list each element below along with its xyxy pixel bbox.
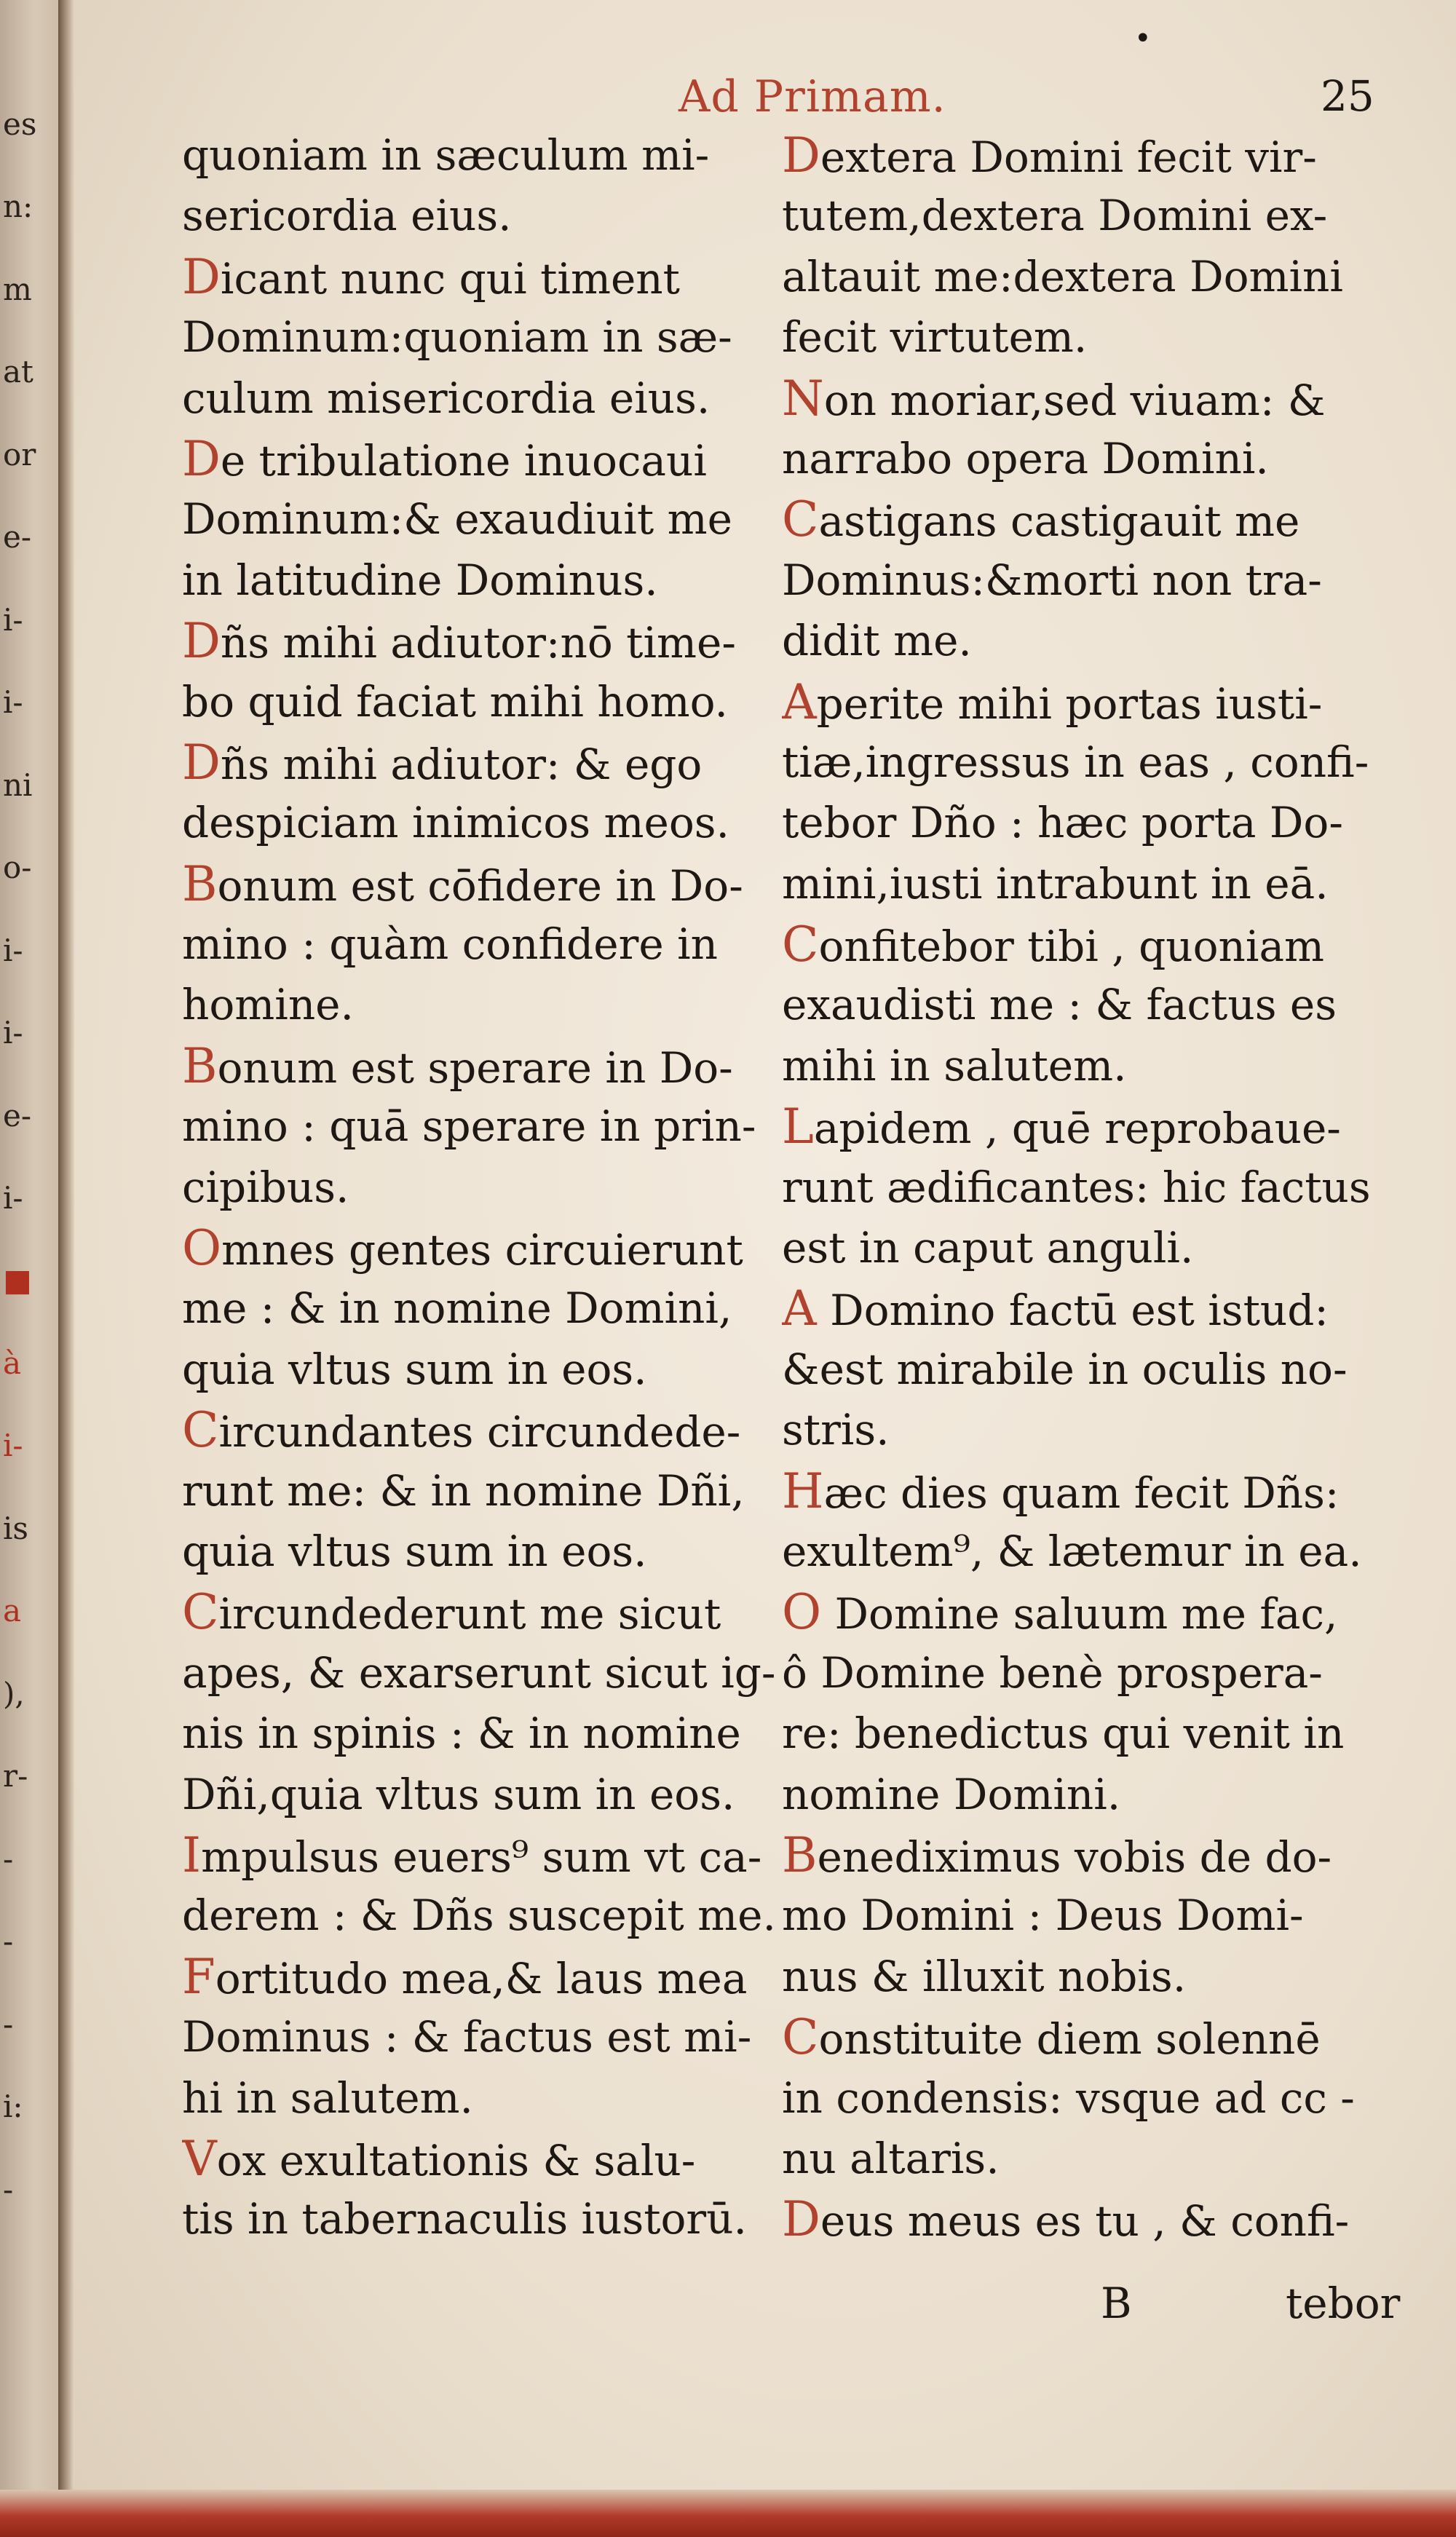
margin-fragment: ■ [3, 1262, 32, 1299]
line-text: extera Domini fecit vir- [820, 132, 1317, 182]
folio-number: 25 [1321, 71, 1374, 121]
red-initial: C [782, 917, 819, 973]
text-line [182, 125, 779, 186]
red-initial: B [182, 855, 218, 912]
red-initial: D [182, 734, 221, 791]
line-text: onfitebor tibi , quoniam [818, 922, 1325, 972]
line-text: Dominus : & factus est mi- [182, 2012, 752, 2062]
line-text: onum est sperare in Do- [217, 1042, 733, 1093]
text-line [782, 1582, 1397, 1642]
line-text: apes, & exarserunt sicut ig- [182, 1647, 776, 1698]
line-text: mini,iusti intrabunt in eā. [782, 858, 1329, 909]
text-line [182, 1582, 779, 1642]
line-text: narrabo opera Domini. [782, 433, 1269, 483]
text-line [782, 672, 1397, 732]
line-text: me : & in nomine Domini, [182, 1283, 732, 1334]
text-line [182, 489, 779, 550]
text-line [182, 1339, 779, 1400]
text-line [182, 1036, 779, 1096]
line-text: hi in salutem. [182, 2073, 473, 2123]
line-text: mihi in salutem. [782, 1040, 1127, 1091]
text-line [182, 1521, 779, 1582]
margin-fragment: ni [3, 767, 33, 803]
red-initial: O [782, 1584, 822, 1641]
margin-fragment: - [3, 1923, 14, 1960]
catchword: tebor [1286, 2279, 1401, 2328]
line-text: mino : quā sperare in prin- [182, 1101, 756, 1152]
margin-fragment: or [3, 436, 36, 472]
line-text: icant nunc qui timent [220, 253, 680, 304]
margin-fragment: i- [3, 601, 23, 638]
text-line [182, 1947, 779, 2007]
line-text: on moriar,sed viuam: & [823, 375, 1326, 425]
margin-fragment: i- [3, 1015, 23, 1051]
red-initial: D [782, 2191, 820, 2248]
red-initial: D [182, 430, 221, 487]
margin-fragment: à [3, 1345, 22, 1381]
margin-fragment: o- [3, 850, 32, 886]
text-line [782, 1461, 1397, 1521]
text-line [182, 247, 779, 307]
line-text: nus & illuxit nobis. [782, 1951, 1187, 2001]
line-text: culum misericordia eius. [182, 373, 711, 423]
text-line [182, 854, 779, 914]
text-line [782, 1643, 1397, 1703]
text-line [182, 793, 779, 853]
line-text: mpulsus euers⁹ sum vt ca- [201, 1832, 762, 1882]
text-line [182, 1400, 779, 1460]
text-line [782, 1339, 1397, 1400]
line-text: bo quid faciat mihi homo. [182, 676, 728, 727]
text-line [782, 550, 1397, 611]
red-initial: B [182, 1037, 218, 1094]
text-line [782, 247, 1397, 307]
text-line [182, 1825, 779, 1885]
red-initial: D [182, 248, 221, 305]
red-initial: C [782, 491, 819, 548]
signature-mark: B [1101, 2279, 1132, 2328]
line-text: eus meus es tu , & confi- [820, 2196, 1350, 2247]
text-line [782, 186, 1397, 246]
line-text: onum est cōfidere in Do- [217, 860, 743, 911]
text-line [182, 1461, 779, 1521]
margin-fragment: i- [3, 1180, 23, 1216]
line-text: runt me: & in nomine Dñi, [182, 1465, 745, 1516]
text-line [782, 1947, 1397, 2007]
running-head: Ad Primam. [678, 71, 946, 122]
margin-fragment: is [3, 1510, 28, 1546]
line-text: exultem⁹, & lætemur in ea. [782, 1526, 1362, 1576]
line-text: tutem,dextera Domini ex- [782, 191, 1328, 241]
margin-fragment: i- [3, 1428, 23, 1464]
line-text: ircundantes circundede- [218, 1407, 741, 1457]
red-initial: D [782, 127, 820, 183]
margin-fragment: i- [3, 684, 23, 721]
line-text: re: benedictus qui venit in [782, 1709, 1345, 1759]
text-line [182, 368, 779, 429]
text-line [782, 1096, 1397, 1157]
line-text: in condensis: vsque ad cc - [782, 2073, 1355, 2123]
line-text: tiæ,ingressus in eas , confi- [782, 737, 1369, 787]
line-text: mino : quàm confidere in [182, 919, 719, 970]
margin-fragment: - [3, 1840, 14, 1877]
text-line [782, 2189, 1397, 2249]
margin-fragment: m [3, 271, 32, 307]
text-line [182, 975, 779, 1035]
text-line [782, 2129, 1397, 2189]
text-line [782, 1703, 1397, 1764]
line-text: astigans castigauit me [818, 496, 1300, 547]
text-line [182, 2068, 779, 2129]
line-text: quia vltus sum in eos. [182, 1526, 647, 1576]
red-initial: H [782, 1463, 824, 1519]
left-column [182, 125, 779, 2250]
text-line [782, 732, 1397, 793]
text-line [782, 368, 1397, 429]
line-text: in latitudine Dominus. [182, 555, 658, 605]
line-text: exaudisti me : & factus es [782, 980, 1337, 1030]
text-line [782, 1036, 1397, 1096]
text-line [182, 914, 779, 975]
text-line [782, 1400, 1397, 1460]
red-initial: O [182, 1220, 222, 1277]
margin-fragment: - [3, 2171, 14, 2207]
red-initial: L [782, 1099, 814, 1155]
text-line [782, 1521, 1397, 1582]
text-line [782, 1157, 1397, 1218]
red-initial: C [782, 2009, 819, 2066]
text-line [782, 125, 1397, 186]
red-initial: B [782, 1826, 818, 1883]
line-text: enediximus vobis de do- [817, 1832, 1332, 1882]
text-line [782, 429, 1397, 489]
text-line [182, 1096, 779, 1157]
line-text: derem : & Dñs suscepit me. [182, 1891, 776, 1941]
line-text: runt ædificantes: hic factus [782, 1162, 1371, 1212]
margin-fragment: at [3, 354, 33, 390]
text-line [782, 793, 1397, 853]
line-text: Domine saluum me fac, [821, 1589, 1338, 1639]
line-text: Dominus:&morti non tra- [782, 555, 1322, 605]
margin-fragment: a [3, 1593, 22, 1629]
line-text: didit me. [782, 616, 972, 666]
text-line [782, 854, 1397, 914]
line-text: apidem , quē reprobaue- [813, 1104, 1341, 1154]
line-text: Dñi,quia vltus sum in eos. [182, 1769, 735, 1819]
text-line [182, 1765, 779, 1825]
line-text: ô Domine benè prospera- [782, 1647, 1323, 1698]
red-initial: C [182, 1584, 219, 1641]
line-text: Domino factū est istud: [816, 1286, 1329, 1336]
text-line [182, 1703, 779, 1764]
text-line [782, 307, 1397, 368]
text-line [182, 1278, 779, 1339]
red-initial: F [182, 1948, 215, 2005]
red-initial: V [182, 2130, 217, 2187]
line-text: cipibus. [182, 1162, 349, 1212]
text-line [782, 2068, 1397, 2129]
line-text: sericordia eius. [182, 191, 512, 241]
red-initial: A [782, 673, 817, 730]
red-initial: C [182, 1402, 219, 1459]
text-line [182, 1885, 779, 1946]
text-line [782, 611, 1397, 671]
line-text: mnes gentes circuierunt [221, 1225, 743, 1275]
line-text: stris. [782, 1405, 890, 1455]
line-text: altauit me:dextera Domini [782, 251, 1343, 301]
line-text: quoniam in sæculum mi- [182, 130, 710, 180]
text-line [782, 914, 1397, 975]
text-line [182, 307, 779, 368]
line-text: ircundederunt me sicut [218, 1589, 721, 1639]
red-initial: D [182, 613, 221, 670]
book-gutter [58, 0, 74, 2537]
text-line [182, 611, 779, 671]
margin-fragment: e- [3, 1097, 32, 1133]
line-text: quia vltus sum in eos. [182, 1344, 647, 1394]
line-text: despiciam inimicos meos. [182, 798, 729, 848]
ink-dot: • [1134, 22, 1152, 55]
red-initial: A [782, 1281, 817, 1337]
text-line [182, 2007, 779, 2067]
line-text: æc dies quam fecit Dñs: [823, 1468, 1340, 1518]
text-line [182, 1157, 779, 1218]
text-line [182, 2129, 779, 2189]
line-text: &est mirabile in oculis no- [782, 1344, 1348, 1394]
red-page-edge [0, 2490, 1456, 2537]
line-text: onstituite diem solennē [818, 2014, 1321, 2065]
line-text: Dominum:quoniam in sæ- [182, 312, 732, 363]
text-line [782, 1765, 1397, 1825]
previous-page-edge [0, 0, 58, 2537]
line-text: mo Domini : Deus Domi- [782, 1891, 1304, 1941]
line-text: Dominum:& exaudiuit me [182, 494, 732, 545]
red-initial: I [182, 1826, 202, 1883]
text-line [782, 1825, 1397, 1885]
red-initial: N [782, 370, 824, 427]
line-text: ox exultationis & salu- [216, 2135, 696, 2185]
margin-fragment: r- [3, 1758, 28, 1794]
margin-fragment: n: [3, 189, 33, 225]
line-text: est in caput anguli. [782, 1223, 1194, 1273]
line-text: tebor Dño : hæc porta Do- [782, 798, 1343, 848]
text-line [182, 429, 779, 489]
text-line [182, 186, 779, 246]
line-text: nu altaris. [782, 2133, 1000, 2183]
text-line [782, 489, 1397, 550]
line-text: tis in tabernaculis iustorū. [182, 2194, 747, 2244]
line-text: nis in spinis : & in nomine [182, 1709, 741, 1759]
text-line [182, 732, 779, 793]
text-line [182, 672, 779, 732]
line-text: ortitudo mea,& laus mea [215, 1953, 748, 2003]
line-text: nomine Domini. [782, 1769, 1121, 1819]
text-line [182, 2189, 779, 2249]
text-line [782, 975, 1397, 1035]
text-line [782, 2007, 1397, 2067]
text-line [182, 1643, 779, 1703]
line-text: e tribulatione inuocaui [220, 435, 707, 486]
text-line [782, 1218, 1397, 1278]
line-text: homine. [182, 980, 354, 1030]
margin-fragment: - [3, 2006, 14, 2042]
margin-fragment: i- [3, 932, 23, 968]
margin-fragment: ), [3, 1675, 25, 1711]
margin-fragment: i: [3, 2089, 23, 2125]
text-line [182, 1218, 779, 1278]
text-line [182, 550, 779, 611]
margin-fragment: es [3, 106, 37, 142]
book-page [74, 0, 1456, 2490]
line-text: ñs mihi adiutor: & ego [220, 739, 703, 789]
text-line [782, 1885, 1397, 1946]
line-text: fecit virtutem. [782, 312, 1088, 363]
line-text: ñs mihi adiutor:nō time- [220, 618, 736, 668]
margin-fragment: e- [3, 519, 32, 555]
right-column [782, 125, 1397, 2250]
text-line [782, 1278, 1397, 1339]
line-text: perite mihi portas iusti- [816, 678, 1323, 729]
